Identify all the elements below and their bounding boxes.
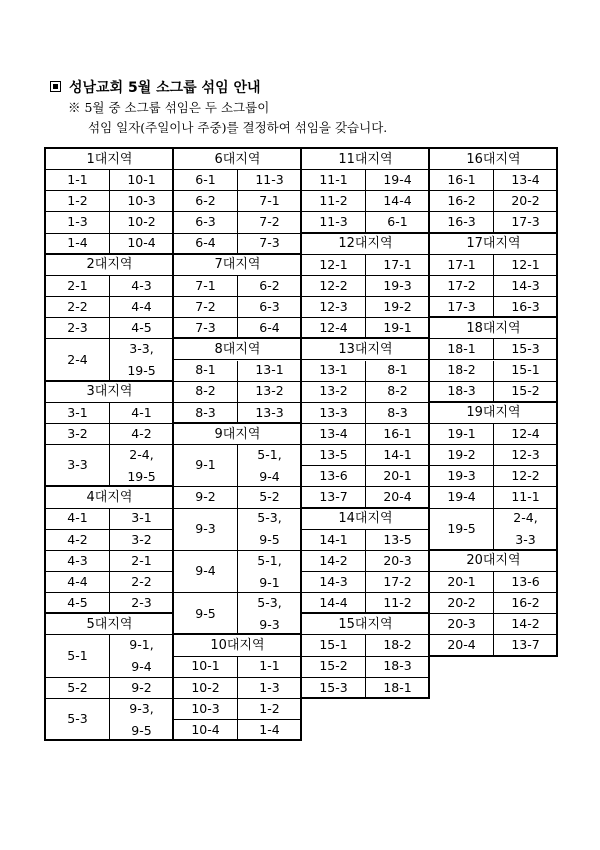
partner-cell: 15-1 — [494, 361, 558, 382]
partner-cell: 1-1 — [238, 657, 302, 678]
partner-line: 3-3 — [515, 532, 536, 548]
partner-cell: 13-5 — [366, 530, 430, 551]
table-column — [301, 148, 429, 740]
partner-cell: 8-2 — [366, 382, 430, 403]
partner-cell: 14-3 — [494, 276, 558, 297]
region-header: 20대지역 — [430, 551, 558, 572]
region-header: 7대지역 — [174, 255, 302, 276]
border-line — [172, 739, 302, 741]
partner-cell: 7-2 — [238, 212, 302, 233]
group-cell: 11-3 — [302, 212, 366, 233]
group-cell: 11-1 — [302, 170, 366, 191]
group-cell: 13-1 — [302, 361, 366, 382]
partner-cell — [238, 509, 302, 551]
partner-cell: 7-3 — [238, 234, 302, 255]
partner-cell: 2-3 — [110, 593, 174, 614]
group-cell: 14-1 — [302, 530, 366, 551]
region-header: 17대지역 — [430, 234, 558, 255]
partner-cell: 14-2 — [494, 614, 558, 635]
partner-cell: 17-1 — [366, 255, 430, 276]
border-line — [44, 739, 174, 741]
group-cell: 19-2 — [430, 445, 494, 466]
column-frame — [45, 148, 174, 741]
region-header: 6대지역 — [174, 149, 302, 170]
partner-cell: 3-1 — [110, 509, 174, 530]
partner-cell: 6-2 — [238, 276, 302, 297]
border-line — [172, 422, 302, 424]
group-cell: 1-4 — [46, 234, 110, 255]
partner-cell: 20-4 — [366, 487, 430, 508]
partner-cell: 19-1 — [366, 318, 430, 339]
partner-cell: 3-2 — [110, 530, 174, 551]
group-cell: 14-4 — [302, 593, 366, 614]
partner-cell: 12-3 — [494, 445, 558, 466]
partner-cell: 9-2 — [110, 678, 174, 699]
group-cell: 12-4 — [302, 318, 366, 339]
group-cell: 15-2 — [302, 657, 366, 678]
region-header: 5대지역 — [46, 614, 174, 635]
partner-line: 9-5 — [259, 532, 280, 548]
border-line — [172, 337, 302, 339]
partner-line: 5-1, — [257, 552, 282, 568]
group-cell: 9-3 — [174, 509, 238, 551]
region-header: 15대지역 — [302, 614, 430, 635]
partner-cell — [110, 445, 174, 487]
group-cell: 6-2 — [174, 191, 238, 212]
group-cell: 6-1 — [174, 170, 238, 191]
partner-cell: 4-1 — [110, 403, 174, 424]
border-line — [44, 485, 174, 487]
group-cell: 2-4 — [46, 339, 110, 381]
region-header: 4대지역 — [46, 487, 174, 508]
partner-cell: 18-2 — [366, 635, 430, 656]
group-cell: 18-2 — [430, 361, 494, 382]
group-cell: 1-3 — [46, 212, 110, 233]
partner-cell: 20-1 — [366, 466, 430, 487]
group-cell: 9-2 — [174, 487, 238, 508]
group-cell: 14-3 — [302, 572, 366, 593]
partner-cell: 4-5 — [110, 318, 174, 339]
border-line — [300, 697, 430, 699]
partner-cell: 19-2 — [366, 297, 430, 318]
border-line — [172, 633, 302, 635]
group-cell: 9-5 — [174, 593, 238, 635]
group-cell: 13-3 — [302, 403, 366, 424]
group-cell: 5-2 — [46, 678, 110, 699]
group-cell: 13-5 — [302, 445, 366, 466]
partner-cell — [238, 445, 302, 487]
border-line — [44, 147, 46, 741]
group-cell: 1-1 — [46, 170, 110, 191]
group-cell: 17-1 — [430, 255, 494, 276]
group-cell: 15-3 — [302, 678, 366, 699]
partner-cell: 14-4 — [366, 191, 430, 212]
group-cell: 10-2 — [174, 678, 238, 699]
region-header: 10대지역 — [174, 635, 302, 656]
partner-cell: 13-2 — [238, 382, 302, 403]
group-cell: 18-3 — [430, 382, 494, 403]
group-cell: 8-3 — [174, 403, 238, 424]
group-cell: 10-1 — [174, 657, 238, 678]
partner-cell: 1-4 — [238, 720, 302, 741]
partner-cell: 16-3 — [494, 297, 558, 318]
group-cell: 2-1 — [46, 276, 110, 297]
border-line — [300, 612, 430, 614]
partner-cell: 13-7 — [494, 635, 558, 656]
border-line — [428, 549, 558, 551]
partner-cell: 20-3 — [366, 551, 430, 572]
partner-cell: 16-1 — [366, 424, 430, 445]
partner-cell: 2-2 — [110, 572, 174, 593]
partner-cell: 19-4 — [366, 170, 430, 191]
partner-cell: 13-3 — [238, 403, 302, 424]
group-cell: 20-2 — [430, 593, 494, 614]
group-cell: 19-4 — [430, 487, 494, 508]
group-cell: 10-4 — [174, 720, 238, 741]
group-cell: 14-2 — [302, 551, 366, 572]
group-cell: 6-4 — [174, 234, 238, 255]
partner-cell: 1-2 — [238, 699, 302, 720]
partner-cell: 10-1 — [110, 170, 174, 191]
group-cell: 19-3 — [430, 466, 494, 487]
partner-cell: 8-1 — [366, 361, 430, 382]
group-cell: 19-1 — [430, 424, 494, 445]
partner-cell: 11-3 — [238, 170, 302, 191]
partner-cell: 7-1 — [238, 191, 302, 212]
partner-cell: 17-3 — [494, 212, 558, 233]
group-cell: 4-5 — [46, 593, 110, 614]
border-line — [172, 253, 302, 255]
region-header: 14대지역 — [302, 509, 430, 530]
group-cell: 3-2 — [46, 424, 110, 445]
title-text: 성남교회 5월 소그룹 섞임 안내 — [69, 80, 261, 96]
partner-cell: 6-1 — [366, 212, 430, 233]
border-line — [300, 232, 430, 234]
partner-cell: 12-4 — [494, 424, 558, 445]
partner-cell — [238, 593, 302, 635]
partner-line: 5-3, — [257, 510, 282, 526]
group-cell: 1-2 — [46, 191, 110, 212]
border-line — [44, 612, 174, 614]
group-cell: 7-1 — [174, 276, 238, 297]
border-line — [172, 147, 174, 741]
partner-cell: 18-1 — [366, 678, 430, 699]
group-cell: 4-2 — [46, 530, 110, 551]
partner-cell — [110, 699, 174, 741]
group-cell: 10-3 — [174, 699, 238, 720]
border-line — [300, 337, 430, 339]
partner-cell: 12-2 — [494, 466, 558, 487]
group-cell: 18-1 — [430, 339, 494, 360]
table-column — [173, 148, 301, 740]
group-cell: 16-1 — [430, 170, 494, 191]
partner-cell: 10-4 — [110, 234, 174, 255]
partner-line: 9-1, — [129, 637, 154, 653]
partner-cell: 2-1 — [110, 551, 174, 572]
region-header: 16대지역 — [430, 149, 558, 170]
partner-line: 19-5 — [127, 363, 156, 378]
group-cell: 20-1 — [430, 572, 494, 593]
partner-cell: 4-2 — [110, 424, 174, 445]
group-cell: 9-4 — [174, 551, 238, 593]
border-line — [300, 147, 430, 149]
region-header: 2대지역 — [46, 255, 174, 276]
group-cell: 20-3 — [430, 614, 494, 635]
partner-cell: 1-3 — [238, 678, 302, 699]
group-cell: 7-2 — [174, 297, 238, 318]
partner-cell: 14-1 — [366, 445, 430, 466]
partner-line: 9-4 — [259, 468, 280, 484]
group-cell: 19-5 — [430, 509, 494, 551]
partner-cell: 13-4 — [494, 170, 558, 191]
border-line — [428, 401, 558, 403]
partner-line: 9-3 — [259, 616, 280, 632]
group-cell: 13-4 — [302, 424, 366, 445]
group-cell: 5-3 — [46, 699, 110, 741]
group-mixing-table — [45, 148, 557, 740]
partner-cell: 17-2 — [366, 572, 430, 593]
partner-cell: 13-6 — [494, 572, 558, 593]
group-cell: 2-2 — [46, 297, 110, 318]
group-cell: 3-3 — [46, 445, 110, 487]
partner-cell: 11-2 — [366, 593, 430, 614]
partner-cell: 15-2 — [494, 382, 558, 403]
border-line — [428, 655, 558, 657]
region-header: 1대지역 — [46, 149, 174, 170]
partner-cell: 11-1 — [494, 487, 558, 508]
border-line — [300, 507, 430, 509]
partner-line: 2-4, — [513, 510, 538, 526]
partner-cell: 5-2 — [238, 487, 302, 508]
group-cell: 4-3 — [46, 551, 110, 572]
partner-cell: 10-3 — [110, 191, 174, 212]
border-line — [428, 147, 558, 149]
region-header: 13대지역 — [302, 339, 430, 360]
partner-cell: 18-3 — [366, 657, 430, 678]
partner-line: 19-5 — [127, 468, 156, 484]
region-header: 19대지역 — [430, 403, 558, 424]
partner-cell: 4-3 — [110, 276, 174, 297]
partner-cell: 4-4 — [110, 297, 174, 318]
partner-cell: 19-3 — [366, 276, 430, 297]
group-cell: 4-1 — [46, 509, 110, 530]
region-header: 11대지역 — [302, 149, 430, 170]
partner-cell — [494, 509, 558, 551]
column-frame — [173, 148, 302, 741]
border-line — [300, 147, 302, 699]
group-cell: 13-7 — [302, 487, 366, 508]
group-cell: 20-4 — [430, 635, 494, 656]
partner-cell: 13-1 — [238, 361, 302, 382]
notice-title — [50, 78, 570, 98]
partner-cell — [110, 339, 174, 381]
group-cell: 11-2 — [302, 191, 366, 212]
partner-cell: 15-3 — [494, 339, 558, 360]
group-cell: 8-1 — [174, 361, 238, 382]
partner-cell — [238, 551, 302, 593]
group-cell: 5-1 — [46, 635, 110, 677]
partner-cell: 6-3 — [238, 297, 302, 318]
border-line — [44, 253, 174, 255]
partner-line: 5-1, — [257, 446, 282, 462]
group-cell: 2-3 — [46, 318, 110, 339]
group-cell: 3-1 — [46, 403, 110, 424]
partner-cell: 6-4 — [238, 318, 302, 339]
region-header: 18대지역 — [430, 318, 558, 339]
partner-line: 9-3, — [129, 700, 154, 716]
group-cell: 12-3 — [302, 297, 366, 318]
square-bullet-icon — [50, 81, 61, 92]
notice-line-2: 섞임 일자(주일이나 주중)를 결정하여 섞임을 갖습니다. — [88, 120, 388, 135]
group-cell: 6-3 — [174, 212, 238, 233]
notice-header — [50, 78, 570, 138]
group-cell: 17-3 — [430, 297, 494, 318]
group-cell: 13-6 — [302, 466, 366, 487]
partner-cell: 10-2 — [110, 212, 174, 233]
region-header: 3대지역 — [46, 382, 174, 403]
border-line — [44, 380, 174, 382]
partner-cell: 20-2 — [494, 191, 558, 212]
group-cell: 8-2 — [174, 382, 238, 403]
group-cell: 16-2 — [430, 191, 494, 212]
region-header: 8대지역 — [174, 339, 302, 360]
group-cell: 12-2 — [302, 276, 366, 297]
group-cell: 16-3 — [430, 212, 494, 233]
partner-line: 5-3, — [257, 594, 282, 610]
group-cell: 9-1 — [174, 445, 238, 487]
partner-cell: 16-2 — [494, 593, 558, 614]
partner-line: 9-4 — [131, 659, 152, 675]
group-cell: 17-2 — [430, 276, 494, 297]
table-column — [429, 148, 557, 740]
partner-line: 2-4, — [129, 446, 154, 462]
partner-line: 9-5 — [131, 722, 152, 738]
group-cell: 4-4 — [46, 572, 110, 593]
group-cell: 12-1 — [302, 255, 366, 276]
partner-cell — [110, 635, 174, 677]
table-column — [45, 148, 173, 740]
partner-cell: 8-3 — [366, 403, 430, 424]
group-cell: 7-3 — [174, 318, 238, 339]
partner-cell: 12-1 — [494, 255, 558, 276]
partner-line: 3-3, — [129, 341, 154, 356]
notice-line-1: ※ 5월 중 소그룹 섞임은 두 소그룹이 — [68, 100, 270, 115]
border-line — [172, 147, 302, 149]
border-line — [44, 147, 174, 149]
region-header: 9대지역 — [174, 424, 302, 445]
region-header: 12대지역 — [302, 234, 430, 255]
border-line — [428, 232, 558, 234]
partner-line: 9-1 — [259, 574, 280, 590]
group-cell: 15-1 — [302, 635, 366, 656]
border-line — [428, 316, 558, 318]
group-cell: 13-2 — [302, 382, 366, 403]
